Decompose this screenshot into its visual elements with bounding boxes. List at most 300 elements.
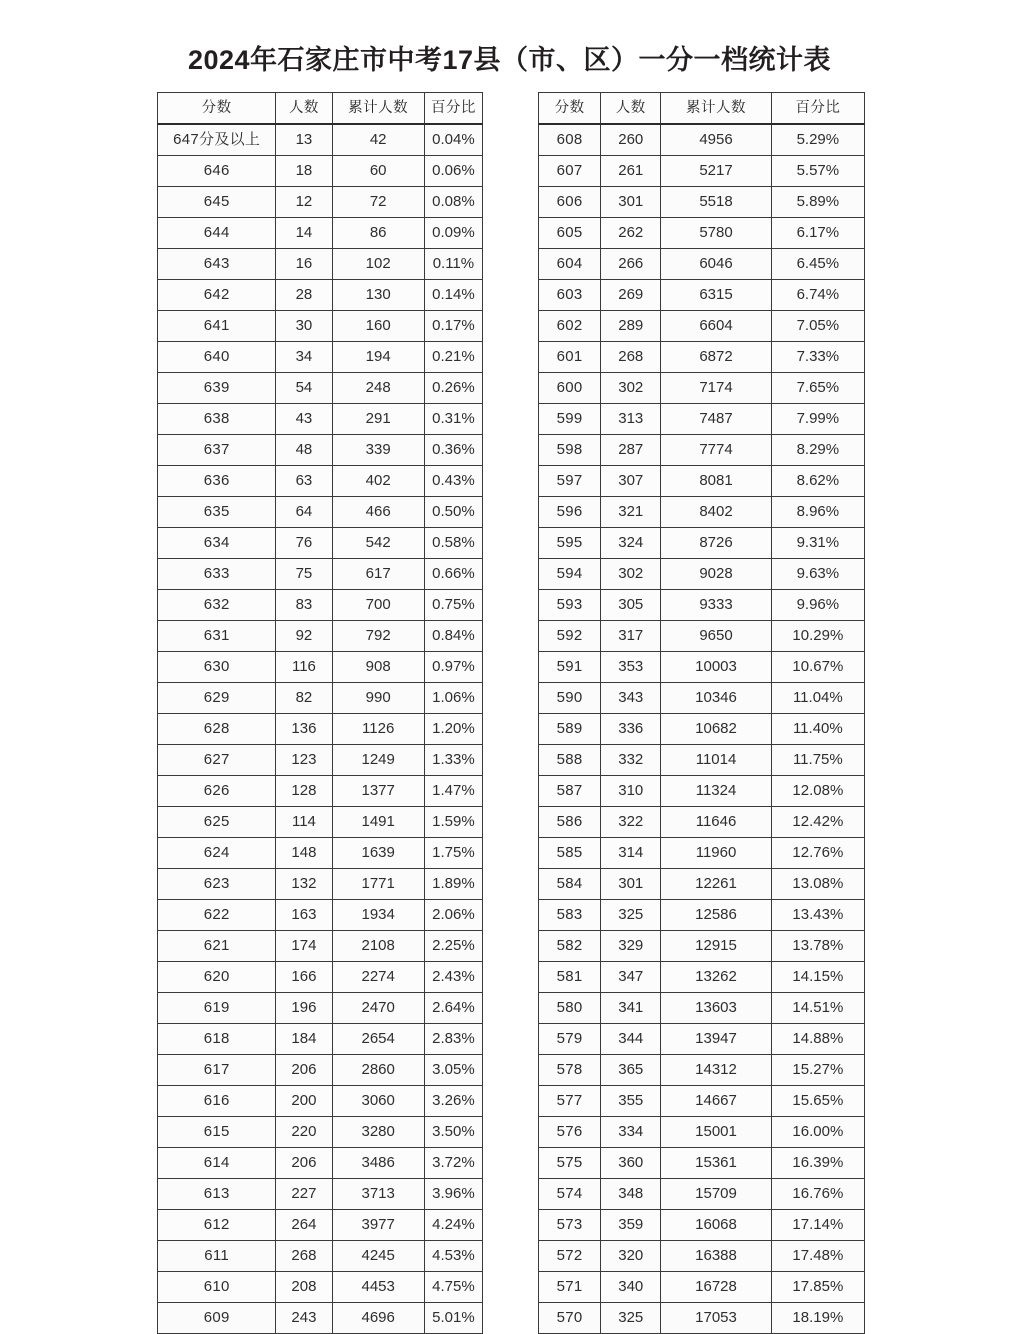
table-row xyxy=(158,373,483,404)
cell-count: 30 xyxy=(276,311,332,342)
table-row xyxy=(539,621,865,652)
table-row xyxy=(539,1210,865,1241)
cell-cumulative: 10682 xyxy=(661,714,771,745)
table-row xyxy=(158,1055,483,1086)
table-row xyxy=(158,621,483,652)
cell-cumulative: 11960 xyxy=(661,838,771,869)
cell-cumulative: 1377 xyxy=(332,776,424,807)
cell-percent: 6.45% xyxy=(771,249,864,280)
cell-cumulative: 8081 xyxy=(661,466,771,497)
cell-percent: 13.43% xyxy=(771,900,864,931)
cell-count: 302 xyxy=(601,559,661,590)
cell-percent: 0.43% xyxy=(424,466,482,497)
cell-score: 646 xyxy=(158,156,276,187)
table-row xyxy=(539,1117,865,1148)
table-row xyxy=(539,1241,865,1272)
table-row xyxy=(539,1086,865,1117)
cell-count: 314 xyxy=(601,838,661,869)
table-row xyxy=(539,776,865,807)
cell-percent: 5.01% xyxy=(424,1303,482,1334)
column-header-percent: 百分比 xyxy=(424,93,482,125)
cell-count: 83 xyxy=(276,590,332,621)
cell-count: 305 xyxy=(601,590,661,621)
cell-count: 123 xyxy=(276,745,332,776)
cell-score: 613 xyxy=(158,1179,276,1210)
cell-percent: 2.83% xyxy=(424,1024,482,1055)
table-row xyxy=(539,187,865,218)
cell-cumulative: 5217 xyxy=(661,156,771,187)
table-row xyxy=(539,745,865,776)
cell-percent: 18.19% xyxy=(771,1303,864,1334)
cell-score: 610 xyxy=(158,1272,276,1303)
cell-count: 163 xyxy=(276,900,332,931)
cell-count: 260 xyxy=(601,124,661,156)
cell-count: 344 xyxy=(601,1024,661,1055)
cell-percent: 7.05% xyxy=(771,311,864,342)
cell-cumulative: 792 xyxy=(332,621,424,652)
table-row xyxy=(539,869,865,900)
table-row xyxy=(158,311,483,342)
table-row xyxy=(539,559,865,590)
cell-score: 627 xyxy=(158,745,276,776)
cell-score: 636 xyxy=(158,466,276,497)
cell-percent: 2.25% xyxy=(424,931,482,962)
cell-score: 623 xyxy=(158,869,276,900)
table-row xyxy=(158,776,483,807)
cell-percent: 11.40% xyxy=(771,714,864,745)
cell-score: 607 xyxy=(539,156,601,187)
cell-score: 573 xyxy=(539,1210,601,1241)
table-row xyxy=(158,497,483,528)
cell-percent: 3.72% xyxy=(424,1148,482,1179)
cell-score: 580 xyxy=(539,993,601,1024)
cell-score: 592 xyxy=(539,621,601,652)
cell-cumulative: 13947 xyxy=(661,1024,771,1055)
cell-percent: 1.59% xyxy=(424,807,482,838)
cell-cumulative: 11324 xyxy=(661,776,771,807)
cell-count: 220 xyxy=(276,1117,332,1148)
cell-count: 28 xyxy=(276,280,332,311)
cell-count: 269 xyxy=(601,280,661,311)
cell-count: 321 xyxy=(601,497,661,528)
cell-cumulative: 14312 xyxy=(661,1055,771,1086)
cell-percent: 0.06% xyxy=(424,156,482,187)
table-row xyxy=(158,900,483,931)
cell-score: 647分及以上 xyxy=(158,124,276,156)
table-row xyxy=(158,280,483,311)
cell-count: 365 xyxy=(601,1055,661,1086)
cell-score: 583 xyxy=(539,900,601,931)
cell-count: 353 xyxy=(601,652,661,683)
table-row xyxy=(539,714,865,745)
cell-score: 624 xyxy=(158,838,276,869)
table-row xyxy=(158,1210,483,1241)
table-row xyxy=(158,1024,483,1055)
column-header-score: 分数 xyxy=(158,93,276,125)
cell-score: 590 xyxy=(539,683,601,714)
table-header-left xyxy=(158,93,483,125)
cell-cumulative: 1249 xyxy=(332,745,424,776)
cell-cumulative: 7174 xyxy=(661,373,771,404)
cell-count: 196 xyxy=(276,993,332,1024)
cell-percent: 16.39% xyxy=(771,1148,864,1179)
cell-percent: 9.31% xyxy=(771,528,864,559)
cell-cumulative: 12586 xyxy=(661,900,771,931)
table-row xyxy=(539,466,865,497)
cell-cumulative: 194 xyxy=(332,342,424,373)
cell-count: 75 xyxy=(276,559,332,590)
cell-cumulative: 402 xyxy=(332,466,424,497)
cell-percent: 17.48% xyxy=(771,1241,864,1272)
cell-cumulative: 8726 xyxy=(661,528,771,559)
cell-cumulative: 16068 xyxy=(661,1210,771,1241)
table-row xyxy=(539,1303,865,1334)
cell-score: 572 xyxy=(539,1241,601,1272)
cell-count: 12 xyxy=(276,187,332,218)
cell-count: 268 xyxy=(276,1241,332,1272)
cell-cumulative: 291 xyxy=(332,404,424,435)
cell-cumulative: 72 xyxy=(332,187,424,218)
table-row xyxy=(539,993,865,1024)
cell-count: 54 xyxy=(276,373,332,404)
cell-cumulative: 617 xyxy=(332,559,424,590)
table-row xyxy=(158,342,483,373)
cell-count: 325 xyxy=(601,1303,661,1334)
cell-score: 608 xyxy=(539,124,601,156)
cell-percent: 2.06% xyxy=(424,900,482,931)
table-row xyxy=(158,931,483,962)
cell-cumulative: 3977 xyxy=(332,1210,424,1241)
cell-percent: 0.66% xyxy=(424,559,482,590)
cell-count: 243 xyxy=(276,1303,332,1334)
cell-cumulative: 1771 xyxy=(332,869,424,900)
cell-score: 609 xyxy=(158,1303,276,1334)
cell-score: 597 xyxy=(539,466,601,497)
table-row xyxy=(539,1272,865,1303)
cell-percent: 9.63% xyxy=(771,559,864,590)
cell-cumulative: 15709 xyxy=(661,1179,771,1210)
cell-score: 626 xyxy=(158,776,276,807)
cell-count: 302 xyxy=(601,373,661,404)
cell-score: 602 xyxy=(539,311,601,342)
cell-count: 348 xyxy=(601,1179,661,1210)
cell-score: 570 xyxy=(539,1303,601,1334)
cell-percent: 8.96% xyxy=(771,497,864,528)
cell-score: 603 xyxy=(539,280,601,311)
table-row xyxy=(539,590,865,621)
table-row xyxy=(158,1272,483,1303)
cell-count: 206 xyxy=(276,1148,332,1179)
cell-cumulative: 2654 xyxy=(332,1024,424,1055)
cell-percent: 13.08% xyxy=(771,869,864,900)
cell-cumulative: 10346 xyxy=(661,683,771,714)
cell-cumulative: 15361 xyxy=(661,1148,771,1179)
cell-score: 584 xyxy=(539,869,601,900)
cell-count: 268 xyxy=(601,342,661,373)
cell-count: 341 xyxy=(601,993,661,1024)
table-row xyxy=(158,1303,483,1334)
cell-cumulative: 700 xyxy=(332,590,424,621)
cell-count: 184 xyxy=(276,1024,332,1055)
cell-score: 632 xyxy=(158,590,276,621)
cell-cumulative: 12915 xyxy=(661,931,771,962)
cell-score: 595 xyxy=(539,528,601,559)
cell-score: 634 xyxy=(158,528,276,559)
cell-score: 625 xyxy=(158,807,276,838)
score-table-left xyxy=(157,92,483,1334)
cell-cumulative: 248 xyxy=(332,373,424,404)
table-row xyxy=(539,342,865,373)
cell-score: 616 xyxy=(158,1086,276,1117)
cell-percent: 3.96% xyxy=(424,1179,482,1210)
cell-score: 645 xyxy=(158,187,276,218)
cell-cumulative: 2860 xyxy=(332,1055,424,1086)
cell-score: 630 xyxy=(158,652,276,683)
cell-percent: 0.09% xyxy=(424,218,482,249)
cell-count: 227 xyxy=(276,1179,332,1210)
cell-count: 347 xyxy=(601,962,661,993)
cell-percent: 5.29% xyxy=(771,124,864,156)
cell-count: 355 xyxy=(601,1086,661,1117)
cell-score: 641 xyxy=(158,311,276,342)
cell-count: 14 xyxy=(276,218,332,249)
cell-percent: 14.88% xyxy=(771,1024,864,1055)
cell-cumulative: 11014 xyxy=(661,745,771,776)
cell-count: 343 xyxy=(601,683,661,714)
column-header-count: 人数 xyxy=(601,93,661,125)
cell-score: 622 xyxy=(158,900,276,931)
cell-cumulative: 12261 xyxy=(661,869,771,900)
cell-cumulative: 2274 xyxy=(332,962,424,993)
cell-cumulative: 6604 xyxy=(661,311,771,342)
table-row xyxy=(539,931,865,962)
table-row xyxy=(158,1148,483,1179)
cell-percent: 0.11% xyxy=(424,249,482,280)
table-row xyxy=(539,652,865,683)
cell-count: 92 xyxy=(276,621,332,652)
table-row xyxy=(539,1055,865,1086)
column-header-score: 分数 xyxy=(539,93,601,125)
cell-percent: 3.50% xyxy=(424,1117,482,1148)
cell-percent: 0.75% xyxy=(424,590,482,621)
cell-cumulative: 466 xyxy=(332,497,424,528)
table-body-left xyxy=(158,124,483,1334)
column-header-percent: 百分比 xyxy=(771,93,864,125)
cell-count: 301 xyxy=(601,869,661,900)
table-row xyxy=(158,590,483,621)
table-row xyxy=(539,124,865,156)
cell-cumulative: 15001 xyxy=(661,1117,771,1148)
cell-count: 289 xyxy=(601,311,661,342)
table-row xyxy=(158,1241,483,1272)
table-row xyxy=(158,435,483,466)
table-row xyxy=(158,745,483,776)
cell-count: 48 xyxy=(276,435,332,466)
table-row xyxy=(158,218,483,249)
cell-score: 581 xyxy=(539,962,601,993)
cell-score: 643 xyxy=(158,249,276,280)
page-title: 2024年石家庄市中考17县（市、区）一分一档统计表 xyxy=(187,45,832,75)
cell-cumulative: 7774 xyxy=(661,435,771,466)
cell-count: 132 xyxy=(276,869,332,900)
cell-score: 598 xyxy=(539,435,601,466)
cell-score: 619 xyxy=(158,993,276,1024)
cell-percent: 0.17% xyxy=(424,311,482,342)
cell-percent: 4.75% xyxy=(424,1272,482,1303)
cell-score: 617 xyxy=(158,1055,276,1086)
cell-cumulative: 160 xyxy=(332,311,424,342)
cell-percent: 2.64% xyxy=(424,993,482,1024)
table-header-right xyxy=(539,93,865,125)
cell-score: 605 xyxy=(539,218,601,249)
cell-count: 76 xyxy=(276,528,332,559)
table-row xyxy=(158,1117,483,1148)
cell-percent: 0.21% xyxy=(424,342,482,373)
cell-score: 604 xyxy=(539,249,601,280)
cell-cumulative: 13262 xyxy=(661,962,771,993)
cell-count: 43 xyxy=(276,404,332,435)
cell-score: 614 xyxy=(158,1148,276,1179)
table-row xyxy=(158,249,483,280)
table-row xyxy=(539,218,865,249)
cell-percent: 6.17% xyxy=(771,218,864,249)
cell-percent: 0.50% xyxy=(424,497,482,528)
cell-count: 324 xyxy=(601,528,661,559)
cell-percent: 10.29% xyxy=(771,621,864,652)
cell-score: 618 xyxy=(158,1024,276,1055)
cell-count: 329 xyxy=(601,931,661,962)
cell-cumulative: 3486 xyxy=(332,1148,424,1179)
cell-cumulative: 86 xyxy=(332,218,424,249)
table-row xyxy=(158,466,483,497)
cell-count: 322 xyxy=(601,807,661,838)
table-row xyxy=(158,838,483,869)
cell-score: 615 xyxy=(158,1117,276,1148)
cell-score: 591 xyxy=(539,652,601,683)
cell-score: 606 xyxy=(539,187,601,218)
cell-cumulative: 11646 xyxy=(661,807,771,838)
cell-percent: 0.36% xyxy=(424,435,482,466)
cell-score: 637 xyxy=(158,435,276,466)
table-row xyxy=(158,1086,483,1117)
cell-score: 571 xyxy=(539,1272,601,1303)
cell-percent: 9.96% xyxy=(771,590,864,621)
cell-score: 579 xyxy=(539,1024,601,1055)
cell-cumulative: 9028 xyxy=(661,559,771,590)
table-row xyxy=(539,280,865,311)
cell-count: 34 xyxy=(276,342,332,373)
cell-count: 128 xyxy=(276,776,332,807)
cell-count: 336 xyxy=(601,714,661,745)
cell-cumulative: 4956 xyxy=(661,124,771,156)
cell-percent: 1.06% xyxy=(424,683,482,714)
cell-cumulative: 339 xyxy=(332,435,424,466)
cell-cumulative: 542 xyxy=(332,528,424,559)
cell-cumulative: 10003 xyxy=(661,652,771,683)
cell-percent: 1.33% xyxy=(424,745,482,776)
table-row xyxy=(158,1179,483,1210)
cell-count: 200 xyxy=(276,1086,332,1117)
cell-count: 360 xyxy=(601,1148,661,1179)
cell-score: 599 xyxy=(539,404,601,435)
cell-score: 578 xyxy=(539,1055,601,1086)
cell-percent: 16.76% xyxy=(771,1179,864,1210)
cell-score: 594 xyxy=(539,559,601,590)
cell-score: 611 xyxy=(158,1241,276,1272)
cell-percent: 5.57% xyxy=(771,156,864,187)
cell-percent: 15.65% xyxy=(771,1086,864,1117)
table-row xyxy=(539,311,865,342)
cell-percent: 16.00% xyxy=(771,1117,864,1148)
cell-score: 640 xyxy=(158,342,276,373)
cell-percent: 1.20% xyxy=(424,714,482,745)
cell-percent: 0.04% xyxy=(424,124,482,156)
cell-cumulative: 4696 xyxy=(332,1303,424,1334)
cell-cumulative: 9333 xyxy=(661,590,771,621)
cell-percent: 0.31% xyxy=(424,404,482,435)
cell-percent: 15.27% xyxy=(771,1055,864,1086)
cell-score: 574 xyxy=(539,1179,601,1210)
cell-score: 638 xyxy=(158,404,276,435)
cell-percent: 2.43% xyxy=(424,962,482,993)
column-header-cumulative: 累计人数 xyxy=(661,93,771,125)
cell-percent: 0.58% xyxy=(424,528,482,559)
column-header-count: 人数 xyxy=(276,93,332,125)
cell-score: 588 xyxy=(539,745,601,776)
cell-count: 136 xyxy=(276,714,332,745)
header-row xyxy=(158,93,483,125)
cell-score: 612 xyxy=(158,1210,276,1241)
cell-count: 206 xyxy=(276,1055,332,1086)
cell-percent: 7.99% xyxy=(771,404,864,435)
cell-percent: 11.75% xyxy=(771,745,864,776)
cell-score: 635 xyxy=(158,497,276,528)
cell-count: 114 xyxy=(276,807,332,838)
cell-score: 589 xyxy=(539,714,601,745)
cell-score: 587 xyxy=(539,776,601,807)
table-row xyxy=(158,187,483,218)
cell-count: 174 xyxy=(276,931,332,962)
cell-score: 628 xyxy=(158,714,276,745)
cell-count: 116 xyxy=(276,652,332,683)
table-row xyxy=(539,156,865,187)
cell-cumulative: 2470 xyxy=(332,993,424,1024)
cell-cumulative: 2108 xyxy=(332,931,424,962)
cell-count: 325 xyxy=(601,900,661,931)
cell-percent: 13.78% xyxy=(771,931,864,962)
cell-score: 601 xyxy=(539,342,601,373)
cell-count: 166 xyxy=(276,962,332,993)
cell-percent: 3.26% xyxy=(424,1086,482,1117)
table-row xyxy=(158,869,483,900)
cell-score: 631 xyxy=(158,621,276,652)
cell-score: 639 xyxy=(158,373,276,404)
cell-cumulative: 3280 xyxy=(332,1117,424,1148)
table-row xyxy=(158,962,483,993)
cell-count: 301 xyxy=(601,187,661,218)
cell-percent: 8.62% xyxy=(771,466,864,497)
cell-count: 332 xyxy=(601,745,661,776)
table-row xyxy=(158,528,483,559)
cell-percent: 0.26% xyxy=(424,373,482,404)
cell-count: 264 xyxy=(276,1210,332,1241)
cell-cumulative: 4245 xyxy=(332,1241,424,1272)
cell-cumulative: 102 xyxy=(332,249,424,280)
cell-count: 64 xyxy=(276,497,332,528)
cell-percent: 1.47% xyxy=(424,776,482,807)
cell-percent: 12.42% xyxy=(771,807,864,838)
cell-cumulative: 7487 xyxy=(661,404,771,435)
